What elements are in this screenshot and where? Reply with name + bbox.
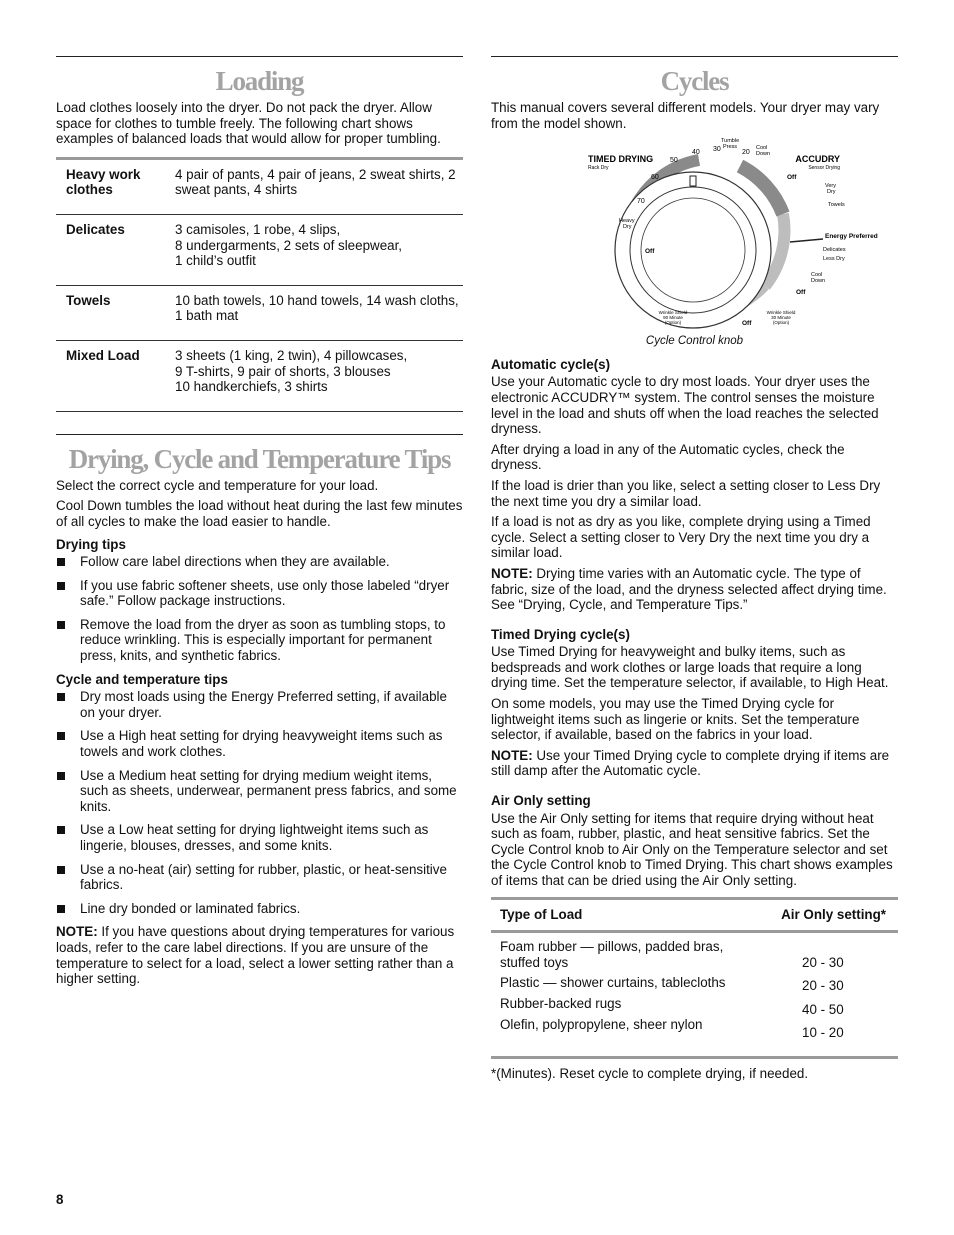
page-number: 8 (56, 1192, 64, 1207)
cool-down-label: Down (810, 278, 825, 285)
tumble-press-label: Tumble (720, 138, 739, 145)
auto-note (491, 566, 898, 613)
less-dry-label: Less Dry (822, 256, 845, 263)
load-items: 4 pair of pants, 4 pair of jeans, 2 sweat shirts, 2 sweat pants, 4 shirts (175, 158, 463, 214)
right-column (491, 56, 898, 1087)
list-item (56, 689, 463, 720)
wrinkle-shield-30-label: 30 Minute (770, 315, 791, 321)
table-cell: Olefin, polypropylene, sheer nylon (500, 1016, 703, 1032)
load-type: Delicates (56, 214, 175, 285)
table-cell: 40 - 50 (802, 1001, 844, 1017)
note-paragraph (56, 924, 463, 986)
list-item (56, 822, 463, 853)
wrinkle-shield-30-label: Wrinkle Shield (766, 310, 795, 316)
time-label-40: 40 (691, 149, 700, 157)
tips-paragraph: Cool Down tumbles the load without heat during the last few minutes of all cycles to make the load easier to handle. (56, 498, 463, 529)
load-type: Heavy work clothes (56, 158, 175, 214)
timed-heading: Timed Drying cycle(s) (491, 626, 630, 642)
table-body (491, 933, 898, 1056)
bullet-square-icon (57, 866, 65, 874)
energy-preferred-label: Energy Preferred (824, 233, 878, 241)
cycle-tips-heading: Cycle and temperature tips (56, 671, 228, 687)
table-cell: Foam rubber — pillows, padded bras, stuffed toys (500, 939, 724, 970)
note-text: If you have questions about drying temperatures for various loads, refer to the care label directions. If you are unsure of the temperature to select for a load, select a lower setting rather than a higher setting. (56, 924, 455, 987)
knob-center (641, 198, 745, 302)
cycle-control-knob-diagram (535, 136, 878, 332)
table-footnote: *(Minutes). Reset cycle to complete drying, if needed. (491, 1065, 809, 1081)
wrinkle-shield-90-label: Wrinkle Shield (658, 310, 687, 316)
table-cell: Rubber-backed rugs (500, 995, 622, 1011)
cool-down-label: Cool (755, 145, 767, 152)
auto-paragraph: Use your Automatic cycle to dry most loads. Your dryer uses the electronic ACCUDRY™ system. The control senses the moisture level in the load and shuts off when the load reaches the selected dryness. (491, 374, 879, 437)
table-cell: Plastic — shower curtains, tablecloths (500, 975, 726, 991)
list-item-text: Follow care label directions when they are available. (80, 554, 390, 570)
left-column (56, 56, 463, 992)
note-label: NOTE: (491, 747, 533, 763)
table-row (56, 214, 463, 285)
list-item (56, 728, 463, 759)
list-item-text: Use a Low heat setting for drying lightweight items such as lingerie, blouses, dresses, and some knits. (80, 822, 429, 853)
wrinkle-shield-90-label: 90 Minute (662, 315, 683, 321)
table-cell: 20 - 30 (802, 978, 844, 994)
air-heading: Air Only setting (491, 793, 591, 809)
table-row (56, 158, 463, 214)
rack-dry-label: Rack Dry (587, 165, 609, 172)
knob-caption: Cycle Control knob (645, 335, 744, 348)
tips-paragraph: Select the correct cycle and temperature for your load. (56, 477, 379, 493)
cool-down-label: Cool (810, 272, 822, 279)
list-item (56, 901, 463, 917)
list-item-text: Use a Medium heat setting for drying medium weight items, such as sheets, underwear, permanent press fabrics, and some knits. (80, 767, 457, 814)
list-item-text: Use a High heat setting for drying heavyweight items such as towels and work clothes. (80, 728, 443, 760)
loading-title: Loading (215, 66, 304, 96)
accudry-label: ACCUDRY (794, 154, 840, 165)
table-header (491, 900, 898, 934)
auto-paragraph: If the load is drier than you like, select a setting closer to Less Dry the next time you dry a similar load. (491, 477, 881, 509)
load-type: Towels (56, 285, 175, 340)
off-label: Off (741, 320, 751, 328)
time-label-60: 60 (650, 174, 659, 182)
cycles-intro: This manual covers several different models. Your dryer may vary from the model shown. (491, 100, 880, 131)
bullet-square-icon (57, 732, 65, 740)
air-paragraph: Use the Air Only setting for items that require drying without heat such as foam, rubber, plastic, and heat sensitive fabrics. Set the Cycle Control knob to Air Only on the Temperature selector and set the Cycle Control knob to Timed Drying. This chart shows examples of items that can be dried using the Air Only setting. (491, 810, 893, 888)
load-items: 3 sheets (1 king, 2 twin), 4 pillowcases, 9 T-shirts, 9 pair of shorts, 3 blouses 10 handkerchiefs, 3 shirts (175, 347, 408, 395)
table-cell: 10 - 20 (802, 1024, 844, 1040)
table-row (56, 285, 463, 340)
table-row (56, 340, 463, 411)
off-label: Off (644, 248, 654, 256)
load-types-column (500, 939, 802, 1048)
setting-values-column (802, 939, 898, 1048)
time-label-30: 30 (712, 146, 721, 154)
cool-down-label: Down (755, 151, 770, 158)
bullet-square-icon (57, 772, 65, 780)
knob-pointer-icon (690, 176, 696, 186)
heavy-dry-label: Dry (622, 224, 632, 231)
timed-paragraph: On some models, you may use the Timed Drying cycle for lightweight items such as lingerie or knits. Set the temperature selector, if available, based on the fabrics in your load. (491, 696, 860, 743)
cycles-title: Cycles (660, 66, 729, 96)
bullet-square-icon (57, 826, 65, 834)
wrinkle-shield-90-label: (Option) (664, 320, 681, 326)
bullet-square-icon (57, 693, 65, 701)
time-label-70: 70 (636, 198, 645, 206)
loading-intro: Load clothes loosely into the dryer. Do not pack the dryer. Allow space for clothes to tumble freely. The following chart shows examples of balanced loads that would allow for proper tumbling. (56, 100, 441, 147)
section-rule (56, 56, 463, 57)
bullet-square-icon (57, 905, 65, 913)
drying-tips-list (56, 554, 463, 664)
auto-paragraph: After drying a load in any of the Automatic cycles, check the dryness. (491, 441, 845, 473)
air-only-table (491, 897, 898, 1059)
off-label: Off (795, 289, 805, 297)
bullet-square-icon (57, 621, 65, 629)
bullet-square-icon (57, 558, 65, 566)
heavy-dry-label: Heavy (618, 218, 635, 225)
list-item (56, 617, 463, 664)
off-label: Off (786, 174, 796, 182)
time-label-20: 20 (741, 149, 750, 157)
list-item-text: Line dry bonded or laminated fabrics. (80, 900, 301, 916)
section-rule (56, 434, 463, 435)
towels-label: Towels (827, 202, 845, 209)
note-text: Use your Timed Drying cycle to complete drying if items are still damp after the Automatic cycle. (491, 747, 890, 779)
list-item-text: If you use fabric softener sheets, use only those labeled “dryer safe.” Follow package instructions. (80, 577, 450, 609)
list-item (56, 578, 463, 609)
timed-drying-label: TIMED DRYING (587, 154, 653, 165)
list-item-text: Dry most loads using the Energy Preferred setting, if available on your dryer. (80, 689, 447, 720)
column-header-type: Type of Load (500, 906, 583, 922)
bullet-square-icon (57, 582, 65, 590)
very-dry-label: Dry (826, 189, 836, 196)
section-rule (491, 56, 898, 57)
list-item-text: Remove the load from the dryer as soon as tumbling stops, to reduce wrinkling. This is especially important for permanent press, knits, and synthetic fabrics. (80, 616, 446, 664)
wrinkle-shield-30-label: (Option) (772, 320, 789, 326)
drying-tips-heading: Drying tips (56, 536, 126, 552)
table-cell: 20 - 30 (802, 955, 844, 971)
auto-paragraph: If a load is not as dry as you like, complete drying using a Timed cycle. Select a setting closer to Very Dry the next time you dry a similar load. (491, 514, 871, 561)
energy-preferred-tick (790, 239, 823, 242)
load-type: Mixed Load (66, 347, 140, 363)
timed-paragraph: Use Timed Drying for heavyweight and bulky items, such as bedspreads and work clothes or large loads that require a long drying time. Set the temperature selector, if available, to High Heat. (491, 644, 889, 691)
load-items: 10 bath towels, 10 hand towels, 14 wash cloths, 1 bath mat (175, 285, 463, 340)
sensor-drying-label: Sensor Drying (807, 165, 840, 172)
cycle-tips-list (56, 689, 463, 916)
list-item (56, 862, 463, 893)
list-item-text: Use a no-heat (air) setting for rubber, plastic, or heat-sensitive fabrics. (80, 861, 447, 893)
very-dry-label: Very (824, 183, 836, 190)
note-label: NOTE: (491, 565, 533, 581)
load-examples-table (56, 157, 463, 412)
note-label: NOTE: (56, 924, 98, 940)
time-label-50: 50 (669, 157, 678, 165)
delicates-label: Delicates (822, 247, 846, 254)
list-item (56, 768, 463, 815)
column-header-setting: Air Only setting* (781, 906, 886, 922)
auto-heading: Automatic cycle(s) (491, 356, 611, 372)
load-items: 3 camisoles, 1 robe, 4 slips, 8 undergarments, 2 sets of sleepwear, 1 child’s outfit (175, 214, 463, 285)
timed-note (491, 748, 898, 779)
tumble-press-label: Press (722, 144, 737, 151)
tips-title: Drying, Cycle and Temperature Tips (68, 443, 451, 474)
note-text: Drying time varies with an Automatic cycle. The type of fabric, size of the load, and the dryness selected affect drying time. See “Drying, Cycle, and Temperature Tips.” (491, 565, 887, 613)
list-item (56, 554, 463, 570)
